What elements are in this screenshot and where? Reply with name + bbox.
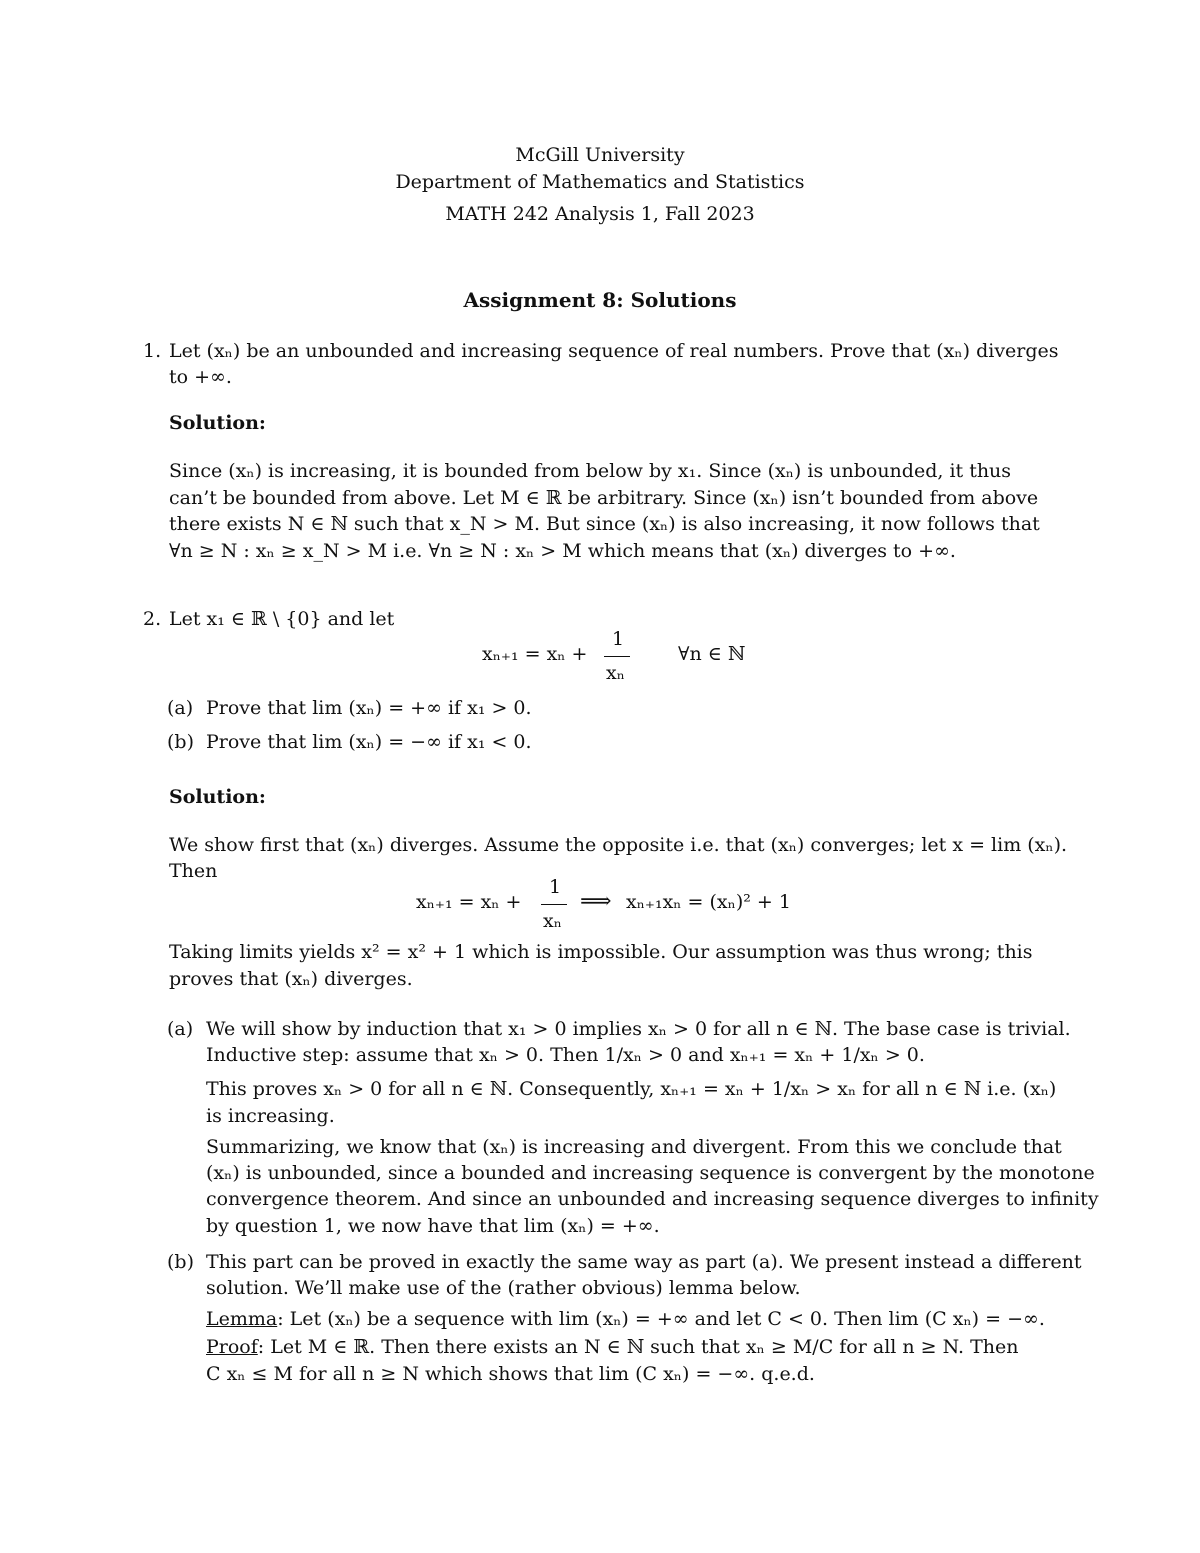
fraction-bar xyxy=(604,656,630,657)
assignment-title: Assignment 8: Solutions xyxy=(463,288,737,312)
display2-rhs: xₙ₊₁xₙ = (xₙ)² + 1 xyxy=(626,891,791,913)
solution-a-line: This proves xₙ > 0 for all n ∈ ℕ. Consequently, xₙ₊₁ = xₙ + 1/xₙ > xₙ for all n ∈ ℕ i.e. (xₙ) xyxy=(206,1078,1057,1100)
university-name: McGill University xyxy=(515,144,685,166)
question-1-solution-line: ∀n ≥ N : xₙ ≥ x_N > M i.e. ∀n ≥ N : xₙ > M which means that (xₙ) diverges to +∞. xyxy=(169,540,956,562)
question-1-statement-line: Let (xₙ) be an unbounded and increasing sequence of real numbers. Prove that (xₙ) diverges xyxy=(169,340,1059,362)
limit-para-line: proves that (xₙ) diverges. xyxy=(169,968,413,990)
recurrence-denominator: xₙ xyxy=(606,662,625,684)
fraction-bar xyxy=(541,904,567,905)
display2-lhs: xₙ₊₁ = xₙ + xyxy=(416,891,522,913)
solution-a-line: (xₙ) is unbounded, since a bounded and increasing sequence is convergent by the monotone xyxy=(206,1162,1095,1184)
display2-numerator: 1 xyxy=(549,876,562,898)
lemma-text: : Let (xₙ) be a sequence with lim (xₙ) = +∞ and let C < 0. Then lim (C xₙ) = −∞. xyxy=(277,1308,1045,1330)
solution-a-label: (a) xyxy=(167,1018,194,1040)
solution-b-line: solution. We’ll make use of the (rather obvious) lemma below. xyxy=(206,1277,801,1299)
solution-a-line: Summarizing, we know that (xₙ) is increasing and divergent. From this we conclude that xyxy=(206,1136,1062,1158)
question-1-number: 1. xyxy=(143,340,162,362)
recurrence-lhs: xₙ₊₁ = xₙ + xyxy=(482,643,588,665)
part-a-text: Prove that lim (xₙ) = +∞ if x₁ > 0. xyxy=(206,697,532,719)
solution-b-label: (b) xyxy=(167,1251,194,1273)
part-b-text: Prove that lim (xₙ) = −∞ if x₁ < 0. xyxy=(206,731,532,753)
department-name: Department of Mathematics and Statistics xyxy=(395,171,805,193)
question-1-solution-line: there exists N ∈ ℕ such that x_N > M. But since (xₙ) is also increasing, it now follows that xyxy=(169,513,1040,535)
solution-a-line: We will show by induction that x₁ > 0 implies xₙ > 0 for all n ∈ ℕ. The base case is trivial. xyxy=(206,1018,1071,1040)
solution-a-line: convergence theorem. And since an unbounded and increasing sequence diverges to infinity xyxy=(206,1188,1099,1210)
course-title: MATH 242 Analysis 1, Fall 2023 xyxy=(445,203,755,225)
implies-arrow: ⟹ xyxy=(580,889,612,914)
question-1-statement-line: to +∞. xyxy=(169,366,232,388)
solution-a-line: is increasing. xyxy=(206,1105,335,1127)
part-a-label: (a) xyxy=(167,697,194,719)
question-2-intro: Let x₁ ∈ ℝ \ {0} and let xyxy=(169,608,395,630)
question-2-number: 2. xyxy=(143,608,162,630)
limit-para-line: Taking limits yields x² = x² + 1 which is impossible. Our assumption was thus wrong; this xyxy=(169,941,1033,963)
recurrence-quantifier: ∀n ∈ ℕ xyxy=(678,643,746,665)
lemma-label: Lemma xyxy=(206,1308,278,1330)
question-1-solution-line: Since (xₙ) is increasing, it is bounded from below by x₁. Since (xₙ) is unbounded, it thus xyxy=(169,460,1012,482)
proof-end-line: C xₙ ≤ M for all n ≥ N which shows that lim (C xₙ) = −∞. q.e.d. xyxy=(206,1363,815,1385)
question-1-solution-label: Solution: xyxy=(169,412,266,434)
proof-text: : Let M ∈ ℝ. Then there exists an N ∈ ℕ such that xₙ ≥ M/C for all n ≥ N. Then xyxy=(257,1336,1019,1358)
proof-label: Proof xyxy=(206,1336,258,1358)
divergence-para-line: Then xyxy=(169,860,218,882)
solution-a-line: by question 1, we now have that lim (xₙ) = +∞. xyxy=(206,1215,660,1237)
display2-denominator: xₙ xyxy=(543,910,562,932)
proof-line xyxy=(206,1338,1019,1357)
recurrence-numerator: 1 xyxy=(612,628,625,650)
solution-a-line: Inductive step: assume that xₙ > 0. Then 1/xₙ > 0 and xₙ₊₁ = xₙ + 1/xₙ > 0. xyxy=(206,1044,925,1066)
lemma-line xyxy=(206,1310,1045,1329)
divergence-para-line: We show first that (xₙ) diverges. Assume the opposite i.e. that (xₙ) converges; let x = lim (xₙ). xyxy=(169,834,1068,856)
question-1-solution-line: can’t be bounded from above. Let M ∈ ℝ be arbitrary. Since (xₙ) isn’t bounded from above xyxy=(169,487,1039,509)
solution-b-line: This part can be proved in exactly the same way as part (a). We present instead a different xyxy=(206,1251,1082,1273)
question-2-solution-label: Solution: xyxy=(169,786,266,808)
part-b-label: (b) xyxy=(167,731,194,753)
